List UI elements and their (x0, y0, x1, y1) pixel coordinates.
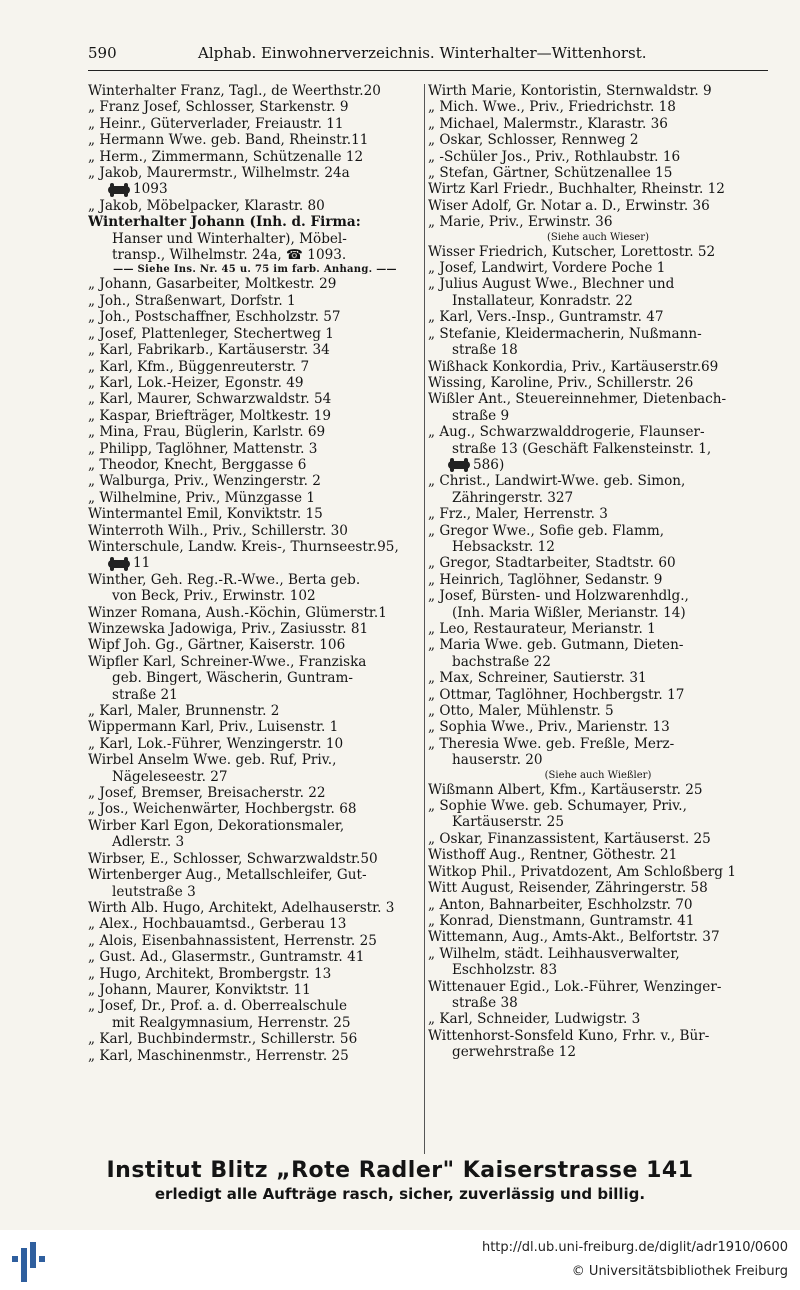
directory-entry-line: „ Hugo, Architekt, Brombergstr. 13 (88, 965, 332, 982)
directory-entry-line: „ Leo, Restaurateur, Merianstr. 1 (428, 621, 656, 637)
directory-entry-line: Wissing, Karoline, Priv., Schillerstr. 26 (428, 374, 694, 391)
directory-entry-line: „ Frz., Maler, Herrenstr. 3 (428, 506, 608, 523)
directory-entry-line: Installateur, Konradstr. 22 (452, 292, 633, 309)
ub-freiburg-logo-icon[interactable] (12, 1242, 50, 1282)
directory-entry-line: „ Mich. Wwe., Priv., Friedrichstr. 18 (428, 99, 676, 116)
telephone-number: 586) (473, 456, 505, 473)
directory-entry-line (88, 555, 422, 571)
directory-entry-line: Wippermann Karl, Priv., Luisenstr. 1 (88, 719, 339, 736)
directory-entry-line: „ Josef, Bürsten- und Holzwarenhdlg., (428, 588, 689, 605)
directory-entry-line: „ Karl, Vers.-Insp., Guntramstr. 47 (428, 309, 664, 326)
directory-entry-line: Wirbel Anselm Wwe. geb. Ruf, Priv., (88, 752, 337, 769)
telephone-icon (448, 461, 470, 469)
directory-entry-line: Wittenauer Egid., Lok.-Führer, Wenzinger- (428, 978, 722, 995)
telephone-number: 11 (133, 555, 151, 572)
directory-entry-line: „ Karl, Fabrikarb., Kartäuserstr. 34 (88, 342, 330, 359)
directory-entry-line: „ Johann, Gasarbeiter, Moltkestr. 29 (88, 276, 337, 293)
telephone-icon (108, 186, 130, 194)
directory-entry-line: geb. Bingert, Wäscherin, Guntram- (112, 670, 353, 687)
directory-entry-line: Hebsackstr. 12 (452, 538, 555, 555)
directory-entry-line: Wirtz Karl Friedr., Buchhalter, Rheinstr. 12 (428, 181, 725, 198)
directory-entry-line: Wirth Alb. Hugo, Architekt, Adelhauserstr. 3 (88, 899, 395, 916)
directory-entry-line: transp., Wilhelmstr. 24a, ☎ 1093. (112, 247, 347, 264)
directory-entry-line (88, 181, 422, 197)
directory-entry-line: Kartäuserstr. 25 (452, 814, 564, 831)
directory-entry-line: „ Theodor, Knecht, Berggasse 6 (88, 456, 307, 473)
directory-entry-line: „ -Schüler Jos., Priv., Rothlaubstr. 16 (428, 148, 681, 165)
directory-entry-line: (Inh. Maria Wißler, Merianstr. 14) (452, 604, 686, 621)
directory-entry-line: Zähringerstr. 327 (452, 489, 574, 506)
directory-entry-line: „ Stefan, Gärtner, Schützenallee 15 (428, 165, 673, 182)
directory-entry-line: „ Josef, Bremser, Breisacherstr. 22 (88, 785, 326, 802)
directory-entry-line: „ Sophia Wwe., Priv., Marienstr. 13 (428, 719, 670, 736)
left-column (88, 83, 422, 1153)
advert-headline: Institut Blitz „Rote Radler" Kaiserstrasse 141 (106, 1158, 694, 1183)
directory-entry-line: „ Hermann Wwe. geb. Band, Rheinstr.11 (88, 132, 369, 149)
directory-entry-line: „ Herm., Zimmermann, Schützenalle 12 (88, 148, 364, 165)
directory-entry-line: „ Aug., Schwarzwalddrogerie, Flaunser- (428, 424, 705, 441)
directory-entry-line: „ Franz Josef, Schlosser, Starkenstr. 9 (88, 99, 349, 116)
directory-entry-line: „ Michael, Malermstr., Klarastr. 36 (428, 115, 668, 132)
directory-entry-line: „ Christ., Landwirt-Wwe. geb. Simon, (428, 473, 686, 490)
directory-entry-line: „ Theresia Wwe. geb. Freßle, Merz- (428, 735, 675, 752)
directory-entry-line: Wirbser, E., Schlosser, Schwarzwaldstr.50 (88, 850, 378, 867)
directory-entry-line: Wintermantel Emil, Konviktstr. 15 (88, 506, 323, 523)
directory-entry-line: „ Otto, Maler, Mühlenstr. 5 (428, 703, 614, 720)
directory-entry-line: Wißler Ant., Steuereinnehmer, Dietenbach- (428, 391, 727, 408)
advert-tagline: erledigt alle Aufträge rasch, sicher, zuverlässig und billig. (154, 1185, 646, 1203)
directory-entry-line: „ Josef, Dr., Prof. a. d. Oberrealschule (88, 998, 348, 1015)
directory-entry-line: Winterhalter Franz, Tagl., de Weerthstr.20 (88, 83, 381, 99)
directory-entry-line: „ Karl, Maurer, Schwarzwaldstr. 54 (88, 391, 332, 408)
directory-entry-line: straße 13 (Geschäft Falkensteinstr. 1, (452, 440, 712, 457)
page-number: 590 (88, 44, 117, 62)
directory-entry-line: Wipfler Karl, Schreiner-Wwe., Franziska (88, 653, 367, 670)
directory-entry-line: „ Joh., Straßenwart, Dorfstr. 1 (88, 292, 296, 309)
directory-entry-line: Winzer Romana, Aush.-Köchin, Glümerstr.1 (88, 604, 387, 621)
directory-entry-line: „ Karl, Maschinenmstr., Herrenstr. 25 (88, 1047, 349, 1064)
directory-entry-line: Winterhalter Johann (Inh. d. Firma: (88, 214, 361, 231)
directory-entry-line: „ Stefanie, Kleidermacherin, Nußmann- (428, 325, 702, 342)
directory-entry-line: „ Oskar, Finanzassistent, Kartäuserst. 25 (428, 830, 711, 847)
directory-entry-line: Wittemann, Aug., Amts-Akt., Belfortstr. 37 (428, 929, 720, 946)
directory-entry-line: „ Alex., Hochbauamtsd., Gerberau 13 (88, 916, 347, 933)
directory-entry-line: straße 9 (452, 407, 510, 424)
directory-entry-line: „ Karl, Lok.-Führer, Wenzingerstr. 10 (88, 735, 344, 752)
directory-entry-line: Witkop Phil., Privatdozent, Am Schloßberg 1 (428, 863, 736, 880)
directory-entry-line: „ Gust. Ad., Glasermstr., Guntramstr. 41 (88, 949, 365, 966)
directory-entry-line: Wirber Karl Egon, Dekorationsmaler, (88, 817, 345, 834)
directory-entry-line: Wisser Friedrich, Kutscher, Lorettostr. 52 (428, 243, 716, 260)
copyright-notice: © Universitätsbibliothek Freiburg (571, 1264, 788, 1279)
permalink-url[interactable]: http://dl.ub.uni-freiburg.de/diglit/adr1910/0600 (481, 1240, 788, 1255)
directory-entry-line: „ Julius August Wwe., Blechner und (428, 276, 675, 293)
directory-entry-line: „ Maria Wwe. geb. Gutmann, Dieten- (428, 637, 684, 654)
directory-entry-line (428, 457, 768, 473)
directory-entry-line: „ Karl, Buchbindermstr., Schillerstr. 56 (88, 1031, 358, 1048)
column-divider (424, 84, 425, 1154)
telephone-number: 1093 (133, 181, 168, 198)
directory-entry-line: gerwehrstraße 12 (452, 1044, 576, 1061)
directory-entry-line: Nägeleseestr. 27 (112, 768, 228, 785)
directory-entry-line: „ Josef, Landwirt, Vordere Poche 1 (428, 260, 666, 277)
directory-entry-line: straße 21 (112, 686, 178, 703)
directory-entry-line: „ Jakob, Maurermstr., Wilhelmstr. 24a (88, 165, 350, 182)
directory-entry-line: Wiser Adolf, Gr. Notar a. D., Erwinstr. 36 (428, 197, 710, 214)
directory-entry-line: straße 18 (452, 342, 518, 359)
directory-entry-line: leutstraße 3 (112, 883, 196, 900)
directory-entry-line: „ Karl, Lok.-Heizer, Egonstr. 49 (88, 374, 304, 391)
directory-entry-line: „ Kaspar, Briefträger, Moltkestr. 19 (88, 407, 331, 424)
directory-entry-line: „ Philipp, Taglöhner, Mattenstr. 3 (88, 440, 318, 457)
directory-entry-line: „ Heinr., Güterverlader, Freiaustr. 11 (88, 115, 344, 132)
directory-entry-line: „ Max, Schreiner, Sautierstr. 31 (428, 670, 647, 687)
directory-entry-line: „ Oskar, Schlosser, Rennweg 2 (428, 132, 639, 149)
directory-entry-line: Wißmann Albert, Kfm., Kartäuserstr. 25 (428, 781, 703, 798)
running-header (88, 44, 768, 70)
directory-entry-line: Wipf Joh. Gg., Gärtner, Kaiserstr. 106 (88, 637, 346, 654)
directory-entry-line: Adlerstr. 3 (112, 834, 185, 851)
telephone-icon (108, 560, 130, 568)
directory-entry-line: Wittenhorst-Sonsfeld Kuno, Frhr. v., Bür- (428, 1027, 710, 1044)
directory-entry-line: Wisthoff Aug., Rentner, Göthestr. 21 (428, 847, 678, 864)
directory-entry-line: „ Heinrich, Taglöhner, Sedanstr. 9 (428, 571, 663, 588)
directory-entry-line: hauserstr. 20 (452, 752, 543, 769)
directory-entry-line: „ Konrad, Dienstmann, Guntramstr. 41 (428, 912, 695, 929)
running-title: Alphab. Einwohnerverzeichnis. Winterhalter—Wittenhorst. (198, 44, 647, 62)
directory-entry-line: „ Gregor, Stadtarbeiter, Stadtstr. 60 (428, 555, 676, 572)
header-rule (88, 70, 768, 71)
directory-entry-line: „ Gregor Wwe., Sofie geb. Flamm, (428, 522, 665, 539)
directory-entry-line: (Siehe auch Wieser) (547, 231, 649, 243)
directory-entry-line: „ Ottmar, Taglöhner, Hochbergstr. 17 (428, 686, 685, 703)
directory-entry-line: Winterschule, Landw. Kreis-, Thurnseestr.95, (88, 538, 399, 555)
directory-entry-line: „ Karl, Kfm., Büggenreuterstr. 7 (88, 358, 310, 375)
directory-entry-line: Wirth Marie, Kontoristin, Sternwaldstr. 9 (428, 83, 712, 99)
directory-entry-line: (Siehe auch Wießler) (544, 769, 652, 781)
directory-entry-line: Hanser und Winterhalter), Möbel- (112, 230, 347, 247)
directory-entry-line: Winzewska Jadowiga, Priv., Zasiusstr. 81 (88, 621, 369, 637)
directory-entry-line: Winterroth Wilh., Priv., Schillerstr. 30 (88, 522, 348, 539)
directory-entry-line: straße 38 (452, 994, 518, 1011)
directory-entry-line: —— Siehe Ins. Nr. 45 u. 75 im farb. Anhang. —— (113, 264, 397, 276)
directory-entry-line: „ Mina, Frau, Büglerin, Karlstr. 69 (88, 424, 326, 441)
directory-entry-line: „ Wilhelm, städt. Leihhausverwalter, (428, 945, 680, 962)
directory-entry-line: von Beck, Priv., Erwinstr. 102 (112, 588, 316, 605)
viewer-footer (0, 1230, 800, 1290)
directory-entry-line: „ Joh., Postschaffner, Eschholzstr. 57 (88, 309, 341, 326)
directory-entry-line: „ Karl, Schneider, Ludwigstr. 3 (428, 1011, 641, 1028)
advertisement (0, 1158, 800, 1203)
directory-entry-line: „ Marie, Priv., Erwinstr. 36 (428, 214, 613, 231)
directory-entry-line: Witt August, Reisender, Zähringerstr. 58 (428, 880, 708, 897)
directory-entry-line: „ Johann, Maurer, Konviktstr. 11 (88, 981, 311, 998)
directory-entry-line: „ Jos., Weichenwärter, Hochbergstr. 68 (88, 801, 357, 818)
directory-entry-line: „ Sophie Wwe. geb. Schumayer, Priv., (428, 798, 687, 815)
directory-entry-line: „ Anton, Bahnarbeiter, Eschholzstr. 70 (428, 896, 693, 913)
directory-entry-line: „ Josef, Plattenleger, Stechertweg 1 (88, 325, 334, 342)
directory-entry-line: Winther, Geh. Reg.-R.-Wwe., Berta geb. (88, 571, 361, 588)
directory-entry-line: „ Jakob, Möbelpacker, Klarastr. 80 (88, 197, 325, 214)
directory-entry-line: „ Alois, Eisenbahnassistent, Herrenstr. 25 (88, 932, 377, 949)
directory-entry-line: Wißhack Konkordia, Priv., Kartäuserstr.69 (428, 358, 719, 375)
directory-entry-line: „ Karl, Maler, Brunnenstr. 2 (88, 703, 280, 720)
directory-entry-line: Eschholzstr. 83 (452, 962, 558, 979)
directory-entry-line: „ Walburga, Priv., Wenzingerstr. 2 (88, 473, 321, 490)
directory-entry-line: bachstraße 22 (452, 653, 551, 670)
directory-entry-line: Wirtenberger Aug., Metallschleifer, Gut- (88, 867, 367, 884)
right-column (428, 83, 768, 1153)
directory-entry-line: „ Wilhelmine, Priv., Münzgasse 1 (88, 489, 316, 506)
directory-entry-line: mit Realgymnasium, Herrenstr. 25 (112, 1014, 351, 1031)
